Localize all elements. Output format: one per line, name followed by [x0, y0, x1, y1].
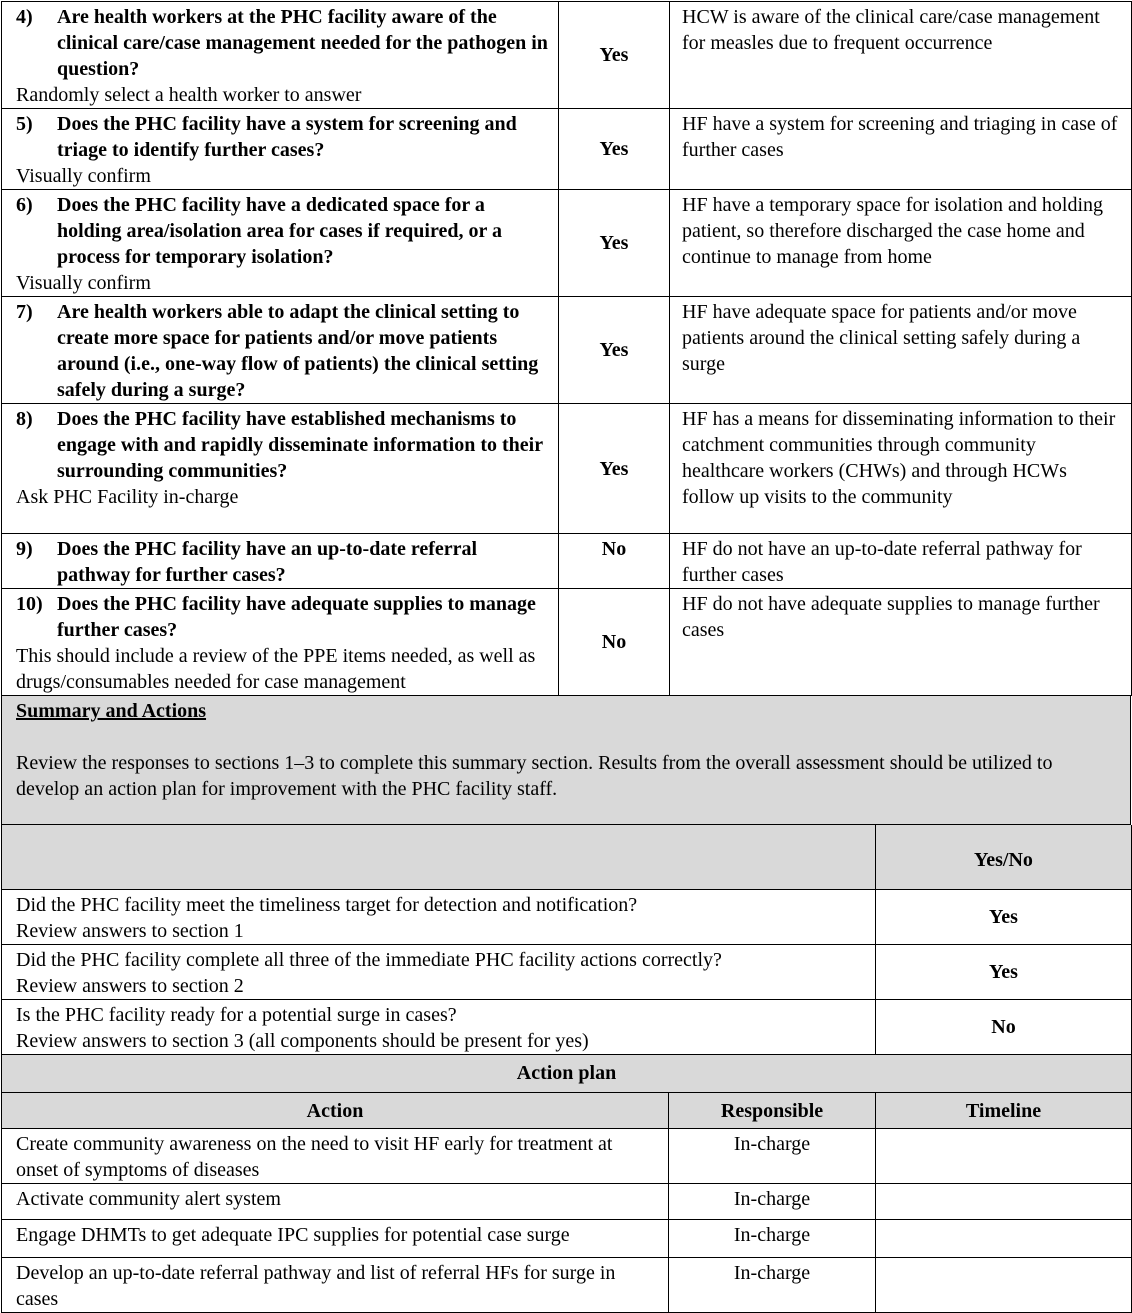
action-plan-title-row [2, 1055, 1132, 1093]
answer-cell: Yes [559, 2, 670, 109]
summary-answer: Yes [876, 944, 1132, 999]
action-plan-title: Action plan [2, 1055, 1132, 1093]
answer-cell: Yes [559, 109, 670, 190]
question-number: 10) [16, 591, 57, 643]
timeline-cell [876, 1129, 1132, 1184]
action-row [2, 1184, 1132, 1220]
summary-row [2, 999, 1132, 1054]
question-number: 5) [16, 111, 57, 163]
action-row [2, 1129, 1132, 1184]
question-number: 8) [16, 406, 57, 484]
summary-question-cell [2, 889, 876, 944]
summary-row [2, 889, 1132, 944]
timeline-cell [876, 1184, 1132, 1220]
summary-question: Did the PHC facility complete all three of the immediate PHC facility actions correctly? [16, 947, 861, 973]
responsible-cell: In-charge [669, 1184, 876, 1220]
responsible-cell: In-charge [669, 1129, 876, 1184]
comment-cell: HF have adequate space for patients and/or move patients around the clinical setting safely during a surge [670, 297, 1132, 404]
summary-note: Review answers to section 1 [16, 918, 861, 944]
answer-cell: No [559, 534, 670, 589]
responsible-cell: In-charge [669, 1220, 876, 1258]
comment-cell: HF do not have adequate supplies to manage further cases [670, 589, 1132, 696]
summary-row [2, 944, 1132, 999]
question-cell [2, 2, 559, 109]
summary-header-row [2, 825, 1132, 889]
timeline-cell [876, 1220, 1132, 1258]
question-note: Visually confirm [16, 163, 554, 189]
question-text: Are health workers at the PHC facility aware of the clinical care/case management needed for the pathogen in question? [57, 4, 554, 82]
summary-question-cell [2, 999, 876, 1054]
comment-cell: HF have a system for screening and triaging in case of further cases [670, 109, 1132, 190]
summary-question: Is the PHC facility ready for a potential surge in cases? [16, 1002, 861, 1028]
action-cell: Create community awareness on the need to visit HF early for treatment at onset of symptoms of diseases [2, 1129, 669, 1184]
action-header: Action [2, 1093, 669, 1129]
question-text: Does the PHC facility have a system for screening and triage to identify further cases? [57, 111, 554, 163]
timeline-header: Timeline [876, 1093, 1132, 1129]
summary-section [1, 696, 1131, 825]
summary-header-blank [2, 825, 876, 889]
summary-question-cell [2, 944, 876, 999]
action-plan-table [1, 1055, 1132, 1313]
question-note: Randomly select a health worker to answer [16, 82, 554, 108]
question-row [2, 297, 1132, 404]
answer-cell: No [559, 589, 670, 696]
answer-cell: Yes [559, 297, 670, 404]
responsible-cell: In-charge [669, 1258, 876, 1313]
question-row [2, 534, 1132, 589]
summary-note: Review answers to section 3 (all components should be present for yes) [16, 1028, 861, 1054]
question-note: This should include a review of the PPE items needed, as well as drugs/consumables needed for case management [16, 643, 554, 695]
comment-cell: HF has a means for disseminating information to their catchment communities through community healthcare workers (CHWs) and through HCWs follow up visits to the community [670, 404, 1132, 534]
summary-table [1, 825, 1132, 1055]
question-note: Visually confirm [16, 270, 554, 296]
summary-instructions: Review the responses to sections 1–3 to complete this summary section. Results from the overall assessment should be utilized to develop an action plan for improvement with the PHC facility staff. [16, 750, 1116, 802]
question-number: 9) [16, 536, 57, 588]
action-cell: Engage DHMTs to get adequate IPC supplies for potential case surge [2, 1220, 669, 1258]
question-row [2, 589, 1132, 696]
question-cell [2, 404, 559, 534]
question-cell [2, 190, 559, 297]
document-page [0, 1, 1132, 1281]
summary-answer: No [876, 999, 1132, 1054]
question-text: Does the PHC facility have a dedicated space for a holding area/isolation area for cases if required, or a process for temporary isolation? [57, 192, 554, 270]
comment-cell: HF do not have an up-to-date referral pathway for further cases [670, 534, 1132, 589]
question-text: Does the PHC facility have established mechanisms to engage with and rapidly disseminate information to their surrounding communities? [57, 406, 554, 484]
question-text: Does the PHC facility have an up-to-date referral pathway for further cases? [57, 536, 554, 588]
question-row [2, 404, 1132, 534]
timeline-cell [876, 1258, 1132, 1313]
question-cell [2, 109, 559, 190]
comment-cell: HCW is aware of the clinical care/case management for measles due to frequent occurrence [670, 2, 1132, 109]
question-note: Ask PHC Facility in-charge [16, 484, 554, 510]
answer-cell: Yes [559, 404, 670, 534]
action-row [2, 1220, 1132, 1258]
answer-cell: Yes [559, 190, 670, 297]
action-plan-header-row [2, 1093, 1132, 1129]
question-cell [2, 534, 559, 589]
summary-note: Review answers to section 2 [16, 973, 861, 999]
action-cell: Develop an up-to-date referral pathway and list of referral HFs for surge in cases [2, 1258, 669, 1313]
question-text: Are health workers able to adapt the clinical setting to create more space for patients and/or move patients around (i.e., one-way flow of patients) the clinical setting safely during a surge? [57, 299, 554, 403]
question-number: 7) [16, 299, 57, 403]
action-cell: Activate community alert system [2, 1184, 669, 1220]
summary-answer: Yes [876, 889, 1132, 944]
question-cell [2, 297, 559, 404]
question-row [2, 190, 1132, 297]
question-number: 4) [16, 4, 57, 82]
question-text: Does the PHC facility have adequate supplies to manage further cases? [57, 591, 554, 643]
question-cell [2, 589, 559, 696]
assessment-table [1, 1, 1132, 696]
summary-question: Did the PHC facility meet the timeliness target for detection and notification? [16, 892, 861, 918]
action-row [2, 1258, 1132, 1313]
responsible-header: Responsible [669, 1093, 876, 1129]
comment-cell: HF have a temporary space for isolation and holding patient, so therefore discharged the case home and continue to manage from home [670, 190, 1132, 297]
yes-no-header: Yes/No [876, 825, 1132, 889]
question-row [2, 109, 1132, 190]
question-number: 6) [16, 192, 57, 270]
summary-title: Summary and Actions [16, 698, 1116, 724]
question-row [2, 2, 1132, 109]
